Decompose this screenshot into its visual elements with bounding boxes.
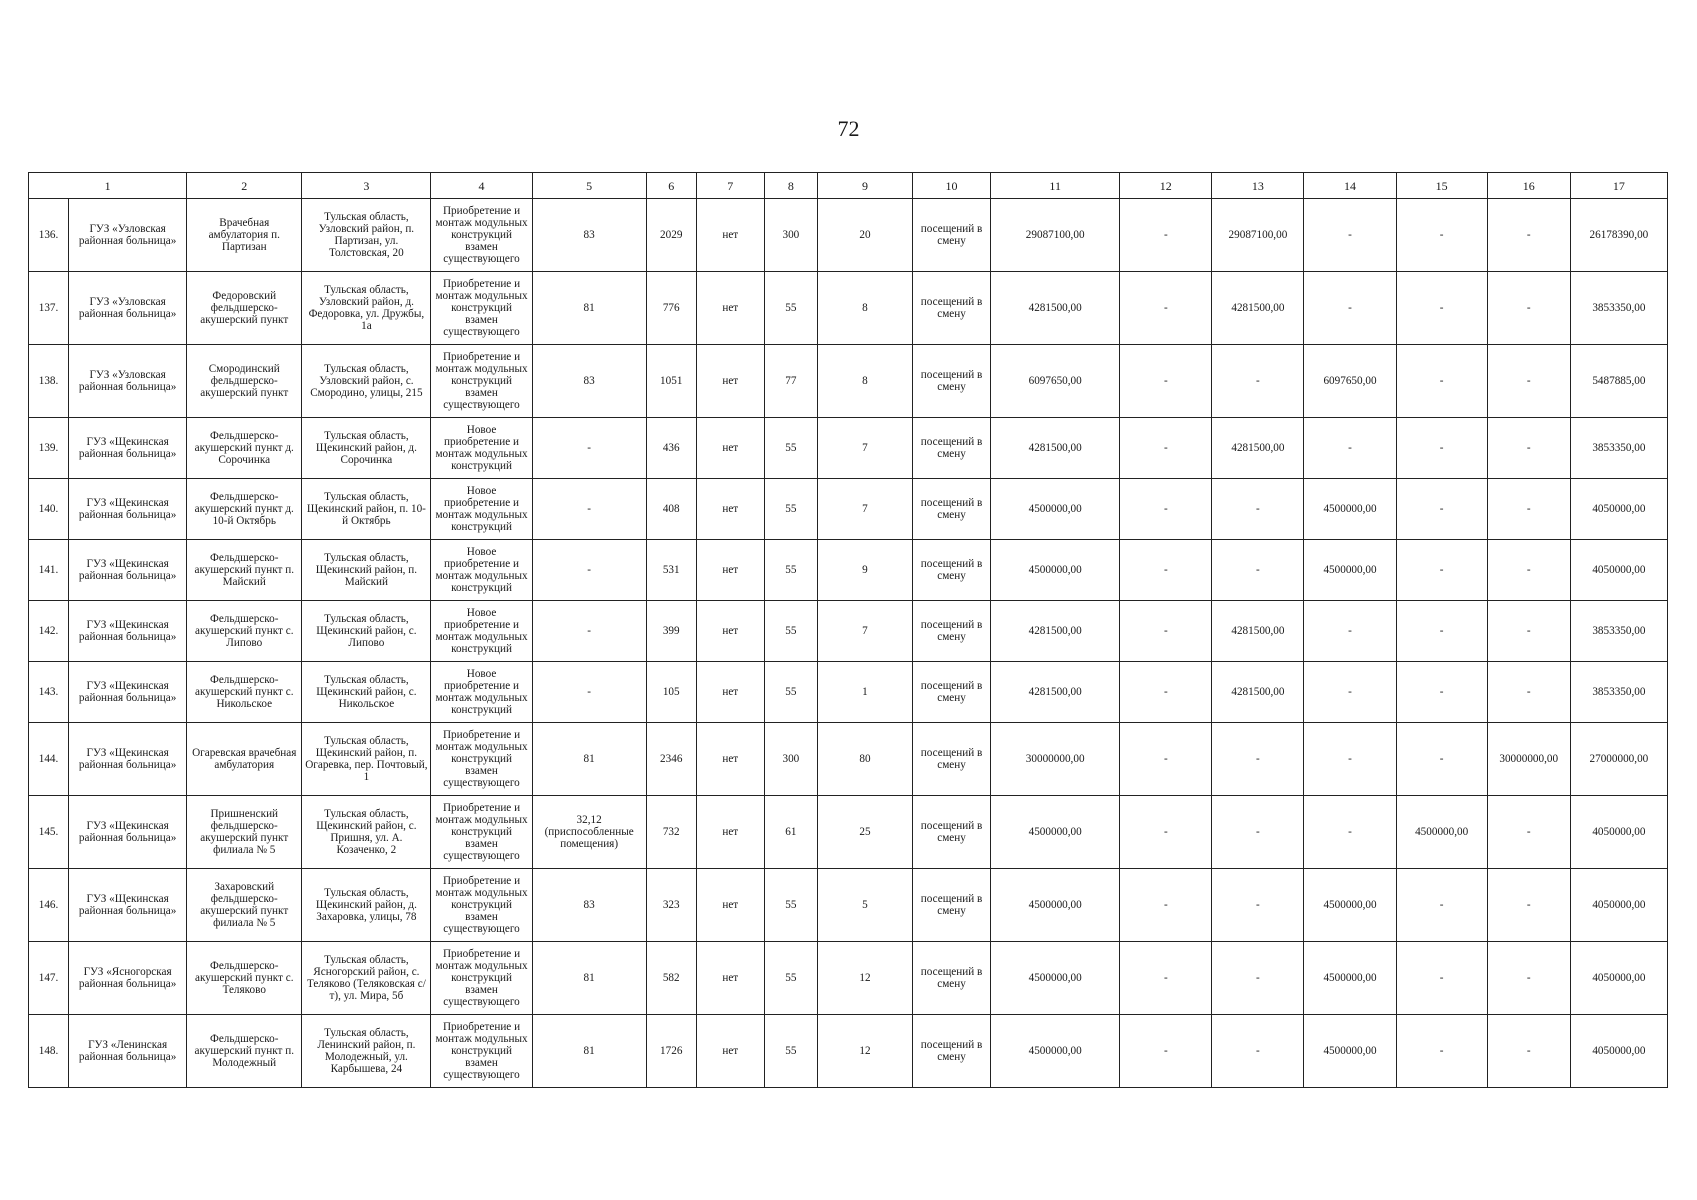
column-14-cell: 4500000,00 [1304, 942, 1396, 1015]
column-16-cell: - [1487, 1015, 1570, 1088]
column-7-cell: нет [696, 723, 764, 796]
column-13-cell: 4281500,00 [1212, 601, 1304, 662]
column-17-cell: 3853350,00 [1570, 418, 1667, 479]
row-number-cell: 139. [29, 418, 69, 479]
column-15-cell: - [1396, 540, 1487, 601]
column-11-cell: 4281500,00 [991, 418, 1120, 479]
column-14-cell: - [1304, 796, 1396, 869]
address-cell: Тульская область, Щекинский район, д. Захаровка, улицы, 78 [302, 869, 431, 942]
column-15-cell: - [1396, 601, 1487, 662]
column-9-cell: 12 [817, 942, 912, 1015]
column-header-5: 5 [532, 173, 646, 199]
column-7-cell: нет [696, 418, 764, 479]
address-cell: Тульская область, Щекинский район, д. Сорочинка [302, 418, 431, 479]
column-15-cell: - [1396, 199, 1487, 272]
area-cell: - [532, 601, 646, 662]
organization-cell: ГУЗ «Щекинская районная больница» [69, 418, 187, 479]
column-16-cell: - [1487, 796, 1570, 869]
column-9-cell: 5 [817, 869, 912, 942]
population-cell: 323 [646, 869, 696, 942]
organization-cell: ГУЗ «Щекинская районная больница» [69, 601, 187, 662]
column-8-cell: 55 [764, 540, 817, 601]
facility-name-cell: Огаревская врачебная амбулатория [187, 723, 302, 796]
column-16-cell: - [1487, 540, 1570, 601]
facility-name-cell: Фельдшерско-акушерский пункт с. Теляково [187, 942, 302, 1015]
column-header-1: 1 [29, 173, 187, 199]
row-number-cell: 140. [29, 479, 69, 540]
column-9-cell: 25 [817, 796, 912, 869]
address-cell: Тульская область, Ленинский район, п. Молодежный, ул. Карбышева, 24 [302, 1015, 431, 1088]
area-cell: 83 [532, 345, 646, 418]
organization-cell: ГУЗ «Ленинская районная больница» [69, 1015, 187, 1088]
work-type-cell: Приобретение и монтаж модульных конструкций взамен существующего [431, 345, 532, 418]
column-11-cell: 4500000,00 [991, 869, 1120, 942]
column-16-cell: - [1487, 418, 1570, 479]
column-7-cell: нет [696, 479, 764, 540]
row-number-cell: 137. [29, 272, 69, 345]
facility-name-cell: Фельдшерско-акушерский пункт с. Никольское [187, 662, 302, 723]
unit-cell: посещений в смену [913, 540, 991, 601]
column-14-cell: 4500000,00 [1304, 1015, 1396, 1088]
column-17-cell: 4050000,00 [1570, 869, 1667, 942]
organization-cell: ГУЗ «Щекинская районная больница» [69, 540, 187, 601]
work-type-cell: Новое приобретение и монтаж модульных конструкций [431, 479, 532, 540]
column-9-cell: 7 [817, 479, 912, 540]
facility-name-cell: Федоровский фельдшерско-акушерский пункт [187, 272, 302, 345]
area-cell: 32,12 (приспособленные помещения) [532, 796, 646, 869]
column-16-cell: - [1487, 662, 1570, 723]
population-cell: 582 [646, 942, 696, 1015]
column-header-15: 15 [1396, 173, 1487, 199]
table-row [29, 601, 1668, 662]
area-cell: - [532, 479, 646, 540]
column-header-13: 13 [1212, 173, 1304, 199]
column-17-cell: 4050000,00 [1570, 540, 1667, 601]
column-9-cell: 12 [817, 1015, 912, 1088]
column-header-2: 2 [187, 173, 302, 199]
population-cell: 2346 [646, 723, 696, 796]
header-row [29, 173, 1668, 199]
area-cell: 83 [532, 869, 646, 942]
table-row [29, 272, 1668, 345]
column-12-cell: - [1120, 345, 1212, 418]
organization-cell: ГУЗ «Узловская районная больница» [69, 345, 187, 418]
unit-cell: посещений в смену [913, 723, 991, 796]
column-15-cell: - [1396, 723, 1487, 796]
column-11-cell: 4500000,00 [991, 479, 1120, 540]
facility-name-cell: Захаровский фельдшерско-акушерский пункт филиала № 5 [187, 869, 302, 942]
row-number-cell: 136. [29, 199, 69, 272]
column-7-cell: нет [696, 601, 764, 662]
column-7-cell: нет [696, 272, 764, 345]
address-cell: Тульская область, Щекинский район, п. 10-й Октябрь [302, 479, 431, 540]
column-8-cell: 300 [764, 199, 817, 272]
work-type-cell: Приобретение и монтаж модульных конструкций взамен существующего [431, 723, 532, 796]
column-13-cell: 4281500,00 [1212, 418, 1304, 479]
column-12-cell: - [1120, 272, 1212, 345]
column-15-cell: - [1396, 1015, 1487, 1088]
table-row [29, 199, 1668, 272]
organization-cell: ГУЗ «Щекинская районная больница» [69, 723, 187, 796]
column-9-cell: 20 [817, 199, 912, 272]
column-11-cell: 4500000,00 [991, 942, 1120, 1015]
column-16-cell: 30000000,00 [1487, 723, 1570, 796]
row-number-cell: 141. [29, 540, 69, 601]
column-13-cell: 4281500,00 [1212, 662, 1304, 723]
column-11-cell: 29087100,00 [991, 199, 1120, 272]
work-type-cell: Новое приобретение и монтаж модульных конструкций [431, 662, 532, 723]
column-8-cell: 55 [764, 869, 817, 942]
column-header-14: 14 [1304, 173, 1396, 199]
column-8-cell: 55 [764, 1015, 817, 1088]
column-header-16: 16 [1487, 173, 1570, 199]
table-row [29, 662, 1668, 723]
address-cell: Тульская область, Ясногорский район, с. Теляково (Теляковская с/т), ул. Мира, 5б [302, 942, 431, 1015]
column-13-cell: - [1212, 723, 1304, 796]
column-17-cell: 4050000,00 [1570, 479, 1667, 540]
row-number-cell: 147. [29, 942, 69, 1015]
column-12-cell: - [1120, 1015, 1212, 1088]
address-cell: Тульская область, Узловский район, п. Партизан, ул. Толстовская, 20 [302, 199, 431, 272]
organization-cell: ГУЗ «Щекинская районная больница» [69, 796, 187, 869]
column-9-cell: 7 [817, 601, 912, 662]
address-cell: Тульская область, Щекинский район, п. Огаревка, пер. Почтовый, 1 [302, 723, 431, 796]
column-8-cell: 77 [764, 345, 817, 418]
column-15-cell: - [1396, 479, 1487, 540]
row-number-cell: 144. [29, 723, 69, 796]
facility-name-cell: Пришненский фельдшерско-акушерский пункт филиала № 5 [187, 796, 302, 869]
population-cell: 408 [646, 479, 696, 540]
column-header-10: 10 [913, 173, 991, 199]
column-13-cell: - [1212, 345, 1304, 418]
unit-cell: посещений в смену [913, 418, 991, 479]
column-11-cell: 6097650,00 [991, 345, 1120, 418]
column-8-cell: 55 [764, 601, 817, 662]
column-16-cell: - [1487, 942, 1570, 1015]
column-8-cell: 55 [764, 942, 817, 1015]
address-cell: Тульская область, Узловский район, д. Федоровка, ул. Дружбы, 1а [302, 272, 431, 345]
area-cell: 81 [532, 272, 646, 345]
column-12-cell: - [1120, 601, 1212, 662]
row-number-cell: 142. [29, 601, 69, 662]
address-cell: Тульская область, Щекинский район, п. Майский [302, 540, 431, 601]
column-15-cell: - [1396, 662, 1487, 723]
unit-cell: посещений в смену [913, 662, 991, 723]
column-9-cell: 1 [817, 662, 912, 723]
row-number-cell: 148. [29, 1015, 69, 1088]
column-17-cell: 4050000,00 [1570, 942, 1667, 1015]
area-cell: 81 [532, 942, 646, 1015]
column-11-cell: 4500000,00 [991, 540, 1120, 601]
column-7-cell: нет [696, 199, 764, 272]
column-8-cell: 300 [764, 723, 817, 796]
table-row [29, 540, 1668, 601]
unit-cell: посещений в смену [913, 601, 991, 662]
column-14-cell: - [1304, 601, 1396, 662]
organization-cell: ГУЗ «Ясногорская районная больница» [69, 942, 187, 1015]
column-header-6: 6 [646, 173, 696, 199]
work-type-cell: Новое приобретение и монтаж модульных конструкций [431, 601, 532, 662]
column-8-cell: 55 [764, 418, 817, 479]
column-8-cell: 55 [764, 272, 817, 345]
column-15-cell: - [1396, 418, 1487, 479]
column-15-cell: - [1396, 272, 1487, 345]
column-14-cell: 4500000,00 [1304, 479, 1396, 540]
facility-name-cell: Смородинский фельдшерско-акушерский пункт [187, 345, 302, 418]
table-row [29, 723, 1668, 796]
column-16-cell: - [1487, 869, 1570, 942]
column-14-cell: 4500000,00 [1304, 869, 1396, 942]
column-11-cell: 4500000,00 [991, 1015, 1120, 1088]
unit-cell: посещений в смену [913, 345, 991, 418]
table-row [29, 418, 1668, 479]
unit-cell: посещений в смену [913, 479, 991, 540]
address-cell: Тульская область, Щекинский район, с. Липово [302, 601, 431, 662]
column-8-cell: 55 [764, 662, 817, 723]
column-14-cell: - [1304, 662, 1396, 723]
column-13-cell: - [1212, 869, 1304, 942]
column-7-cell: нет [696, 942, 764, 1015]
work-type-cell: Приобретение и монтаж модульных конструкций взамен существующего [431, 1015, 532, 1088]
column-16-cell: - [1487, 345, 1570, 418]
organization-cell: ГУЗ «Щекинская районная больница» [69, 869, 187, 942]
column-12-cell: - [1120, 199, 1212, 272]
area-cell: 83 [532, 199, 646, 272]
work-type-cell: Новое приобретение и монтаж модульных конструкций [431, 540, 532, 601]
column-17-cell: 3853350,00 [1570, 662, 1667, 723]
area-cell: - [532, 540, 646, 601]
column-17-cell: 4050000,00 [1570, 1015, 1667, 1088]
facility-name-cell: Врачебная амбулатория п. Партизан [187, 199, 302, 272]
table-row [29, 1015, 1668, 1088]
population-cell: 1051 [646, 345, 696, 418]
column-12-cell: - [1120, 418, 1212, 479]
data-table [28, 172, 1668, 1088]
column-13-cell: 29087100,00 [1212, 199, 1304, 272]
column-15-cell: - [1396, 942, 1487, 1015]
column-7-cell: нет [696, 1015, 764, 1088]
column-12-cell: - [1120, 540, 1212, 601]
column-12-cell: - [1120, 662, 1212, 723]
column-14-cell: - [1304, 272, 1396, 345]
column-8-cell: 61 [764, 796, 817, 869]
facility-name-cell: Фельдшерско-акушерский пункт с. Липово [187, 601, 302, 662]
column-17-cell: 3853350,00 [1570, 601, 1667, 662]
column-header-12: 12 [1120, 173, 1212, 199]
population-cell: 1726 [646, 1015, 696, 1088]
work-type-cell: Приобретение и монтаж модульных конструкций взамен существующего [431, 796, 532, 869]
column-12-cell: - [1120, 942, 1212, 1015]
population-cell: 399 [646, 601, 696, 662]
column-9-cell: 9 [817, 540, 912, 601]
facility-name-cell: Фельдшерско-акушерский пункт п. Молодежный [187, 1015, 302, 1088]
row-number-cell: 138. [29, 345, 69, 418]
column-11-cell: 4281500,00 [991, 272, 1120, 345]
column-8-cell: 55 [764, 479, 817, 540]
column-7-cell: нет [696, 345, 764, 418]
column-header-4: 4 [431, 173, 532, 199]
column-header-17: 17 [1570, 173, 1667, 199]
column-17-cell: 5487885,00 [1570, 345, 1667, 418]
column-11-cell: 4500000,00 [991, 796, 1120, 869]
table-body [29, 199, 1668, 1088]
column-7-cell: нет [696, 662, 764, 723]
facility-name-cell: Фельдшерско-акушерский пункт п. Майский [187, 540, 302, 601]
column-12-cell: - [1120, 723, 1212, 796]
population-cell: 436 [646, 418, 696, 479]
work-type-cell: Приобретение и монтаж модульных конструкций взамен существующего [431, 942, 532, 1015]
unit-cell: посещений в смену [913, 199, 991, 272]
row-number-cell: 145. [29, 796, 69, 869]
unit-cell: посещений в смену [913, 272, 991, 345]
column-9-cell: 8 [817, 345, 912, 418]
column-17-cell: 26178390,00 [1570, 199, 1667, 272]
work-type-cell: Приобретение и монтаж модульных конструкций взамен существующего [431, 199, 532, 272]
facility-name-cell: Фельдшерско-акушерский пункт д. 10-й Октябрь [187, 479, 302, 540]
unit-cell: посещений в смену [913, 1015, 991, 1088]
address-cell: Тульская область, Узловский район, с. Смородино, улицы, 215 [302, 345, 431, 418]
table-row [29, 869, 1668, 942]
page-number: 72 [837, 116, 860, 141]
column-13-cell: - [1212, 540, 1304, 601]
population-cell: 776 [646, 272, 696, 345]
column-16-cell: - [1487, 199, 1570, 272]
table-row [29, 796, 1668, 869]
column-header-11: 11 [991, 173, 1120, 199]
column-7-cell: нет [696, 869, 764, 942]
column-13-cell: - [1212, 796, 1304, 869]
table-row [29, 479, 1668, 540]
address-cell: Тульская область, Щекинский район, с. Никольское [302, 662, 431, 723]
facility-name-cell: Фельдшерско-акушерский пункт д. Сорочинка [187, 418, 302, 479]
column-9-cell: 80 [817, 723, 912, 796]
column-13-cell: - [1212, 1015, 1304, 1088]
organization-cell: ГУЗ «Узловская районная больница» [69, 272, 187, 345]
column-9-cell: 7 [817, 418, 912, 479]
column-11-cell: 4281500,00 [991, 662, 1120, 723]
column-9-cell: 8 [817, 272, 912, 345]
column-17-cell: 3853350,00 [1570, 272, 1667, 345]
column-13-cell: - [1212, 479, 1304, 540]
area-cell: 81 [532, 1015, 646, 1088]
work-type-cell: Приобретение и монтаж модульных конструкций взамен существующего [431, 272, 532, 345]
address-cell: Тульская область, Щекинский район, с. Пришня, ул. А. Козаченко, 2 [302, 796, 431, 869]
column-16-cell: - [1487, 479, 1570, 540]
column-header-3: 3 [302, 173, 431, 199]
row-number-cell: 146. [29, 869, 69, 942]
table-row [29, 942, 1668, 1015]
column-17-cell: 27000000,00 [1570, 723, 1667, 796]
column-14-cell: - [1304, 199, 1396, 272]
population-cell: 531 [646, 540, 696, 601]
work-type-cell: Приобретение и монтаж модульных конструкций взамен существующего [431, 869, 532, 942]
area-cell: - [532, 418, 646, 479]
column-7-cell: нет [696, 540, 764, 601]
column-14-cell: 4500000,00 [1304, 540, 1396, 601]
column-header-9: 9 [817, 173, 912, 199]
column-14-cell: - [1304, 723, 1396, 796]
population-cell: 732 [646, 796, 696, 869]
column-14-cell: - [1304, 418, 1396, 479]
organization-cell: ГУЗ «Щекинская районная больница» [69, 662, 187, 723]
population-cell: 2029 [646, 199, 696, 272]
area-cell: 81 [532, 723, 646, 796]
unit-cell: посещений в смену [913, 796, 991, 869]
organization-cell: ГУЗ «Щекинская районная больница» [69, 479, 187, 540]
column-12-cell: - [1120, 479, 1212, 540]
column-header-8: 8 [764, 173, 817, 199]
area-cell: - [532, 662, 646, 723]
column-15-cell: - [1396, 345, 1487, 418]
column-16-cell: - [1487, 272, 1570, 345]
work-type-cell: Новое приобретение и монтаж модульных конструкций [431, 418, 532, 479]
population-cell: 105 [646, 662, 696, 723]
column-17-cell: 4050000,00 [1570, 796, 1667, 869]
column-11-cell: 30000000,00 [991, 723, 1120, 796]
column-12-cell: - [1120, 796, 1212, 869]
column-13-cell: - [1212, 942, 1304, 1015]
column-15-cell: 4500000,00 [1396, 796, 1487, 869]
column-13-cell: 4281500,00 [1212, 272, 1304, 345]
unit-cell: посещений в смену [913, 869, 991, 942]
column-16-cell: - [1487, 601, 1570, 662]
organization-cell: ГУЗ «Узловская районная больница» [69, 199, 187, 272]
column-header-7: 7 [696, 173, 764, 199]
table-row [29, 345, 1668, 418]
column-11-cell: 4281500,00 [991, 601, 1120, 662]
column-12-cell: - [1120, 869, 1212, 942]
unit-cell: посещений в смену [913, 942, 991, 1015]
column-7-cell: нет [696, 796, 764, 869]
column-14-cell: 6097650,00 [1304, 345, 1396, 418]
row-number-cell: 143. [29, 662, 69, 723]
column-15-cell: - [1396, 869, 1487, 942]
